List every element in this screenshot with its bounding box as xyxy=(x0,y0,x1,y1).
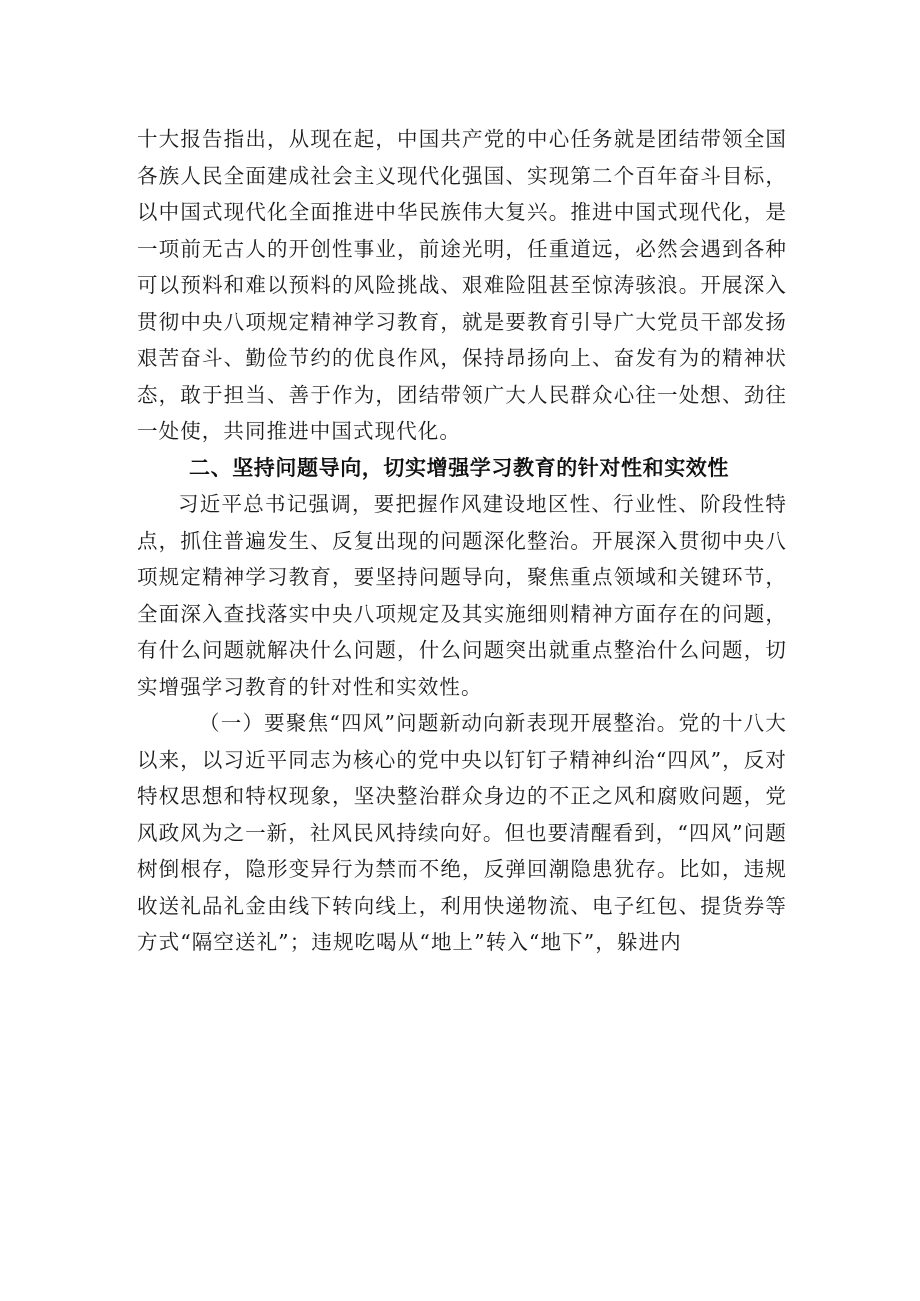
body-paragraph-3: （一）要聚焦“四风”问题新动向新表现开展整治。党的十八大以来，以习近平同志为核心的党中央以钉钉子精神纠治“四风”，反对特权思想和特权现象，坚决整治群众身边的不正之风和腐败问题，党风政风为之一新，社风民风持续向好。但也要清醒看到，“四风”问题树倒根存，隐形变异行为禁而不绝，反弹回潮隐患犹存。比如，违规收送礼品礼金由线下转向线上，利用快递物流、电子红包、提货券等方式“隔空送礼”；违规吃喝从“地上”转入“地下”，躲进内 xyxy=(137,711,787,954)
document-body xyxy=(137,121,787,961)
body-paragraph-2: 习近平总书记强调，要把握作风建设地区性、行业性、阶段性特点，抓住普遍发生、反复出现的问题深化整治。开展深入贯彻中央八项规定精神学习教育，要坚持问题导向，聚焦重点领域和关键环节，全面深入查找落实中央八项规定及其实施细则精神方面存在的问题，有什么问题就解决什么问题，什么问题突出就重点整治什么问题，切实增强学习教育的针对性和实效性。 xyxy=(137,492,787,699)
body-paragraph-1: 十大报告指出，从现在起，中国共产党的中心任务就是团结带领全国各族人民全面建成社会主义现代化强国、实现第二个百年奋斗目标，以中国式现代化全面推进中华民族伟大复兴。推进中国式现代化，是一项前无古人的开创性事业，前途光明，任重道远，必然会遇到各种可以预料和难以预料的风险挑战、艰难险阻甚至惊涛骇浪。开展深入贯彻中央八项规定精神学习教育，就是要教育引导广大党员干部发扬艰苦奋斗、勤俭节约的优良作风，保持昂扬向上、奋发有为的精神状态，敢于担当、善于作为，团结带领广大人民群众心往一处想、劲往一处使，共同推进中国式现代化。 xyxy=(137,127,787,443)
section-heading-2: 二、坚持问题导向，切实增强学习教育的针对性和实效性 xyxy=(189,455,729,480)
